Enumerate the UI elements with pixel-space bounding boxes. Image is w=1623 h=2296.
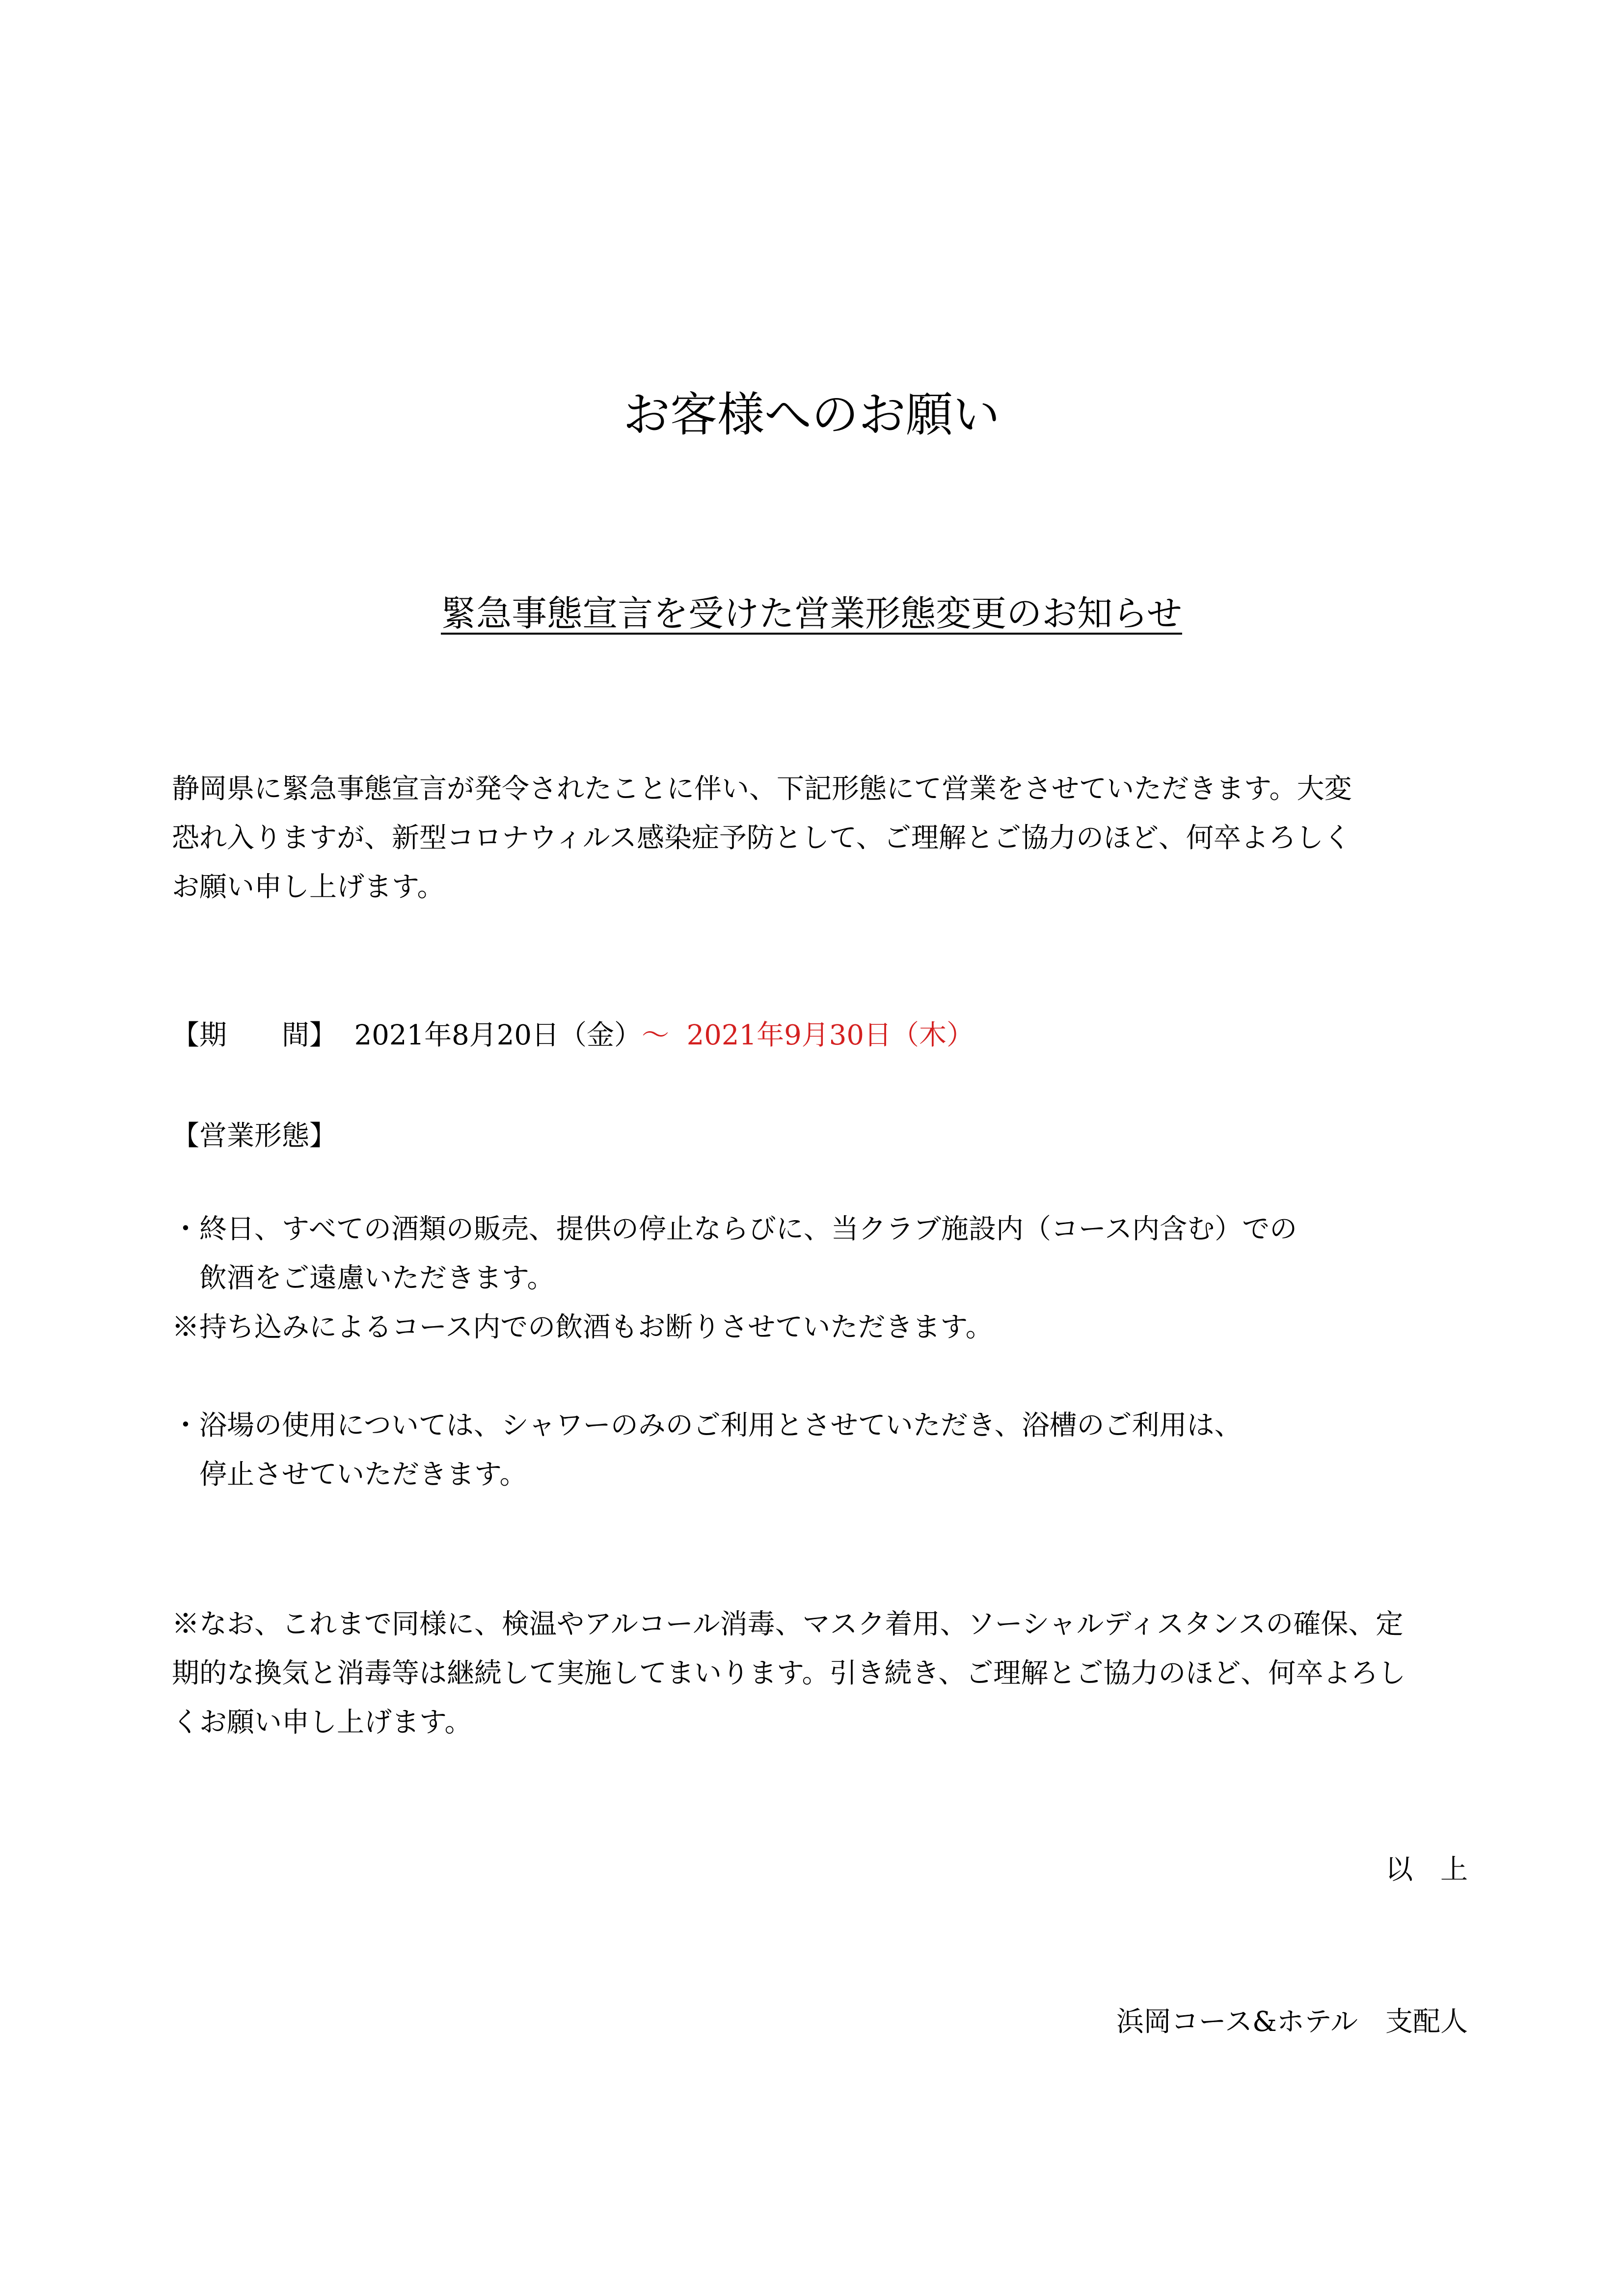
bullet-item-bath <box>172 1401 1468 1499</box>
intro-line: 恐れ入りますが、新型コロナウィルス感染症予防として、ご理解とご協力のほど、何卒よろしく <box>172 822 1351 854</box>
subtitle-container <box>0 589 1623 638</box>
business-form-heading: 【営業形態】 <box>172 1120 337 1152</box>
intro-paragraph <box>172 765 1468 912</box>
period-line <box>172 1011 974 1060</box>
period-start: 2021年8月20日（金） <box>354 1019 642 1051</box>
bullet-line: ・終日、すべての酒類の販売、提供の停止ならびに、当クラブ施設内（コース内含む）での <box>172 1213 1298 1245</box>
closing-line: 期的な換気と消毒等は継続して実施してまいります。引き続き、ご理解とご協力のほど、何卒よろし <box>172 1657 1406 1689</box>
document-title: お客様へのお願い <box>623 387 1000 442</box>
intro-line: 静岡県に緊急事態宣言が発令されたことに伴い、下記形態にて営業をさせていただきます。大変 <box>172 773 1352 805</box>
closing-line: ※なお、これまで同様に、検温やアルコール消毒、マスク着用、ソーシャルディスタンスの確保、定 <box>172 1608 1404 1640</box>
period-separator: ～ <box>642 1019 670 1051</box>
bullet-item-alcohol <box>172 1205 1468 1352</box>
intro-line: お願い申し上げます。 <box>172 871 445 903</box>
period-end: 2021年9月30日（木） <box>686 1019 974 1051</box>
ijou-mark: 以 上 <box>1385 1854 1468 1886</box>
signature: 浜岡コース&ホテル 支配人 <box>1116 2006 1468 2038</box>
period-label: 【期 間】 <box>172 1019 337 1051</box>
document-subtitle: 緊急事態宣言を受けた営業形態変更のお知らせ <box>441 593 1182 634</box>
closing-line: くお願い申し上げます。 <box>172 1707 472 1738</box>
bullet-line: 飲酒をご遠慮いただきます。 <box>199 1262 555 1294</box>
closing-paragraph <box>172 1600 1468 1747</box>
bullet-line: 停止させていただきます。 <box>199 1459 527 1491</box>
bullet-line: ・浴場の使用については、シャワーのみのご利用とさせていただき、浴槽のご利用は、 <box>172 1410 1242 1442</box>
note-line: ※持ち込みによるコース内での飲酒もお断りさせていただきます。 <box>172 1311 993 1343</box>
